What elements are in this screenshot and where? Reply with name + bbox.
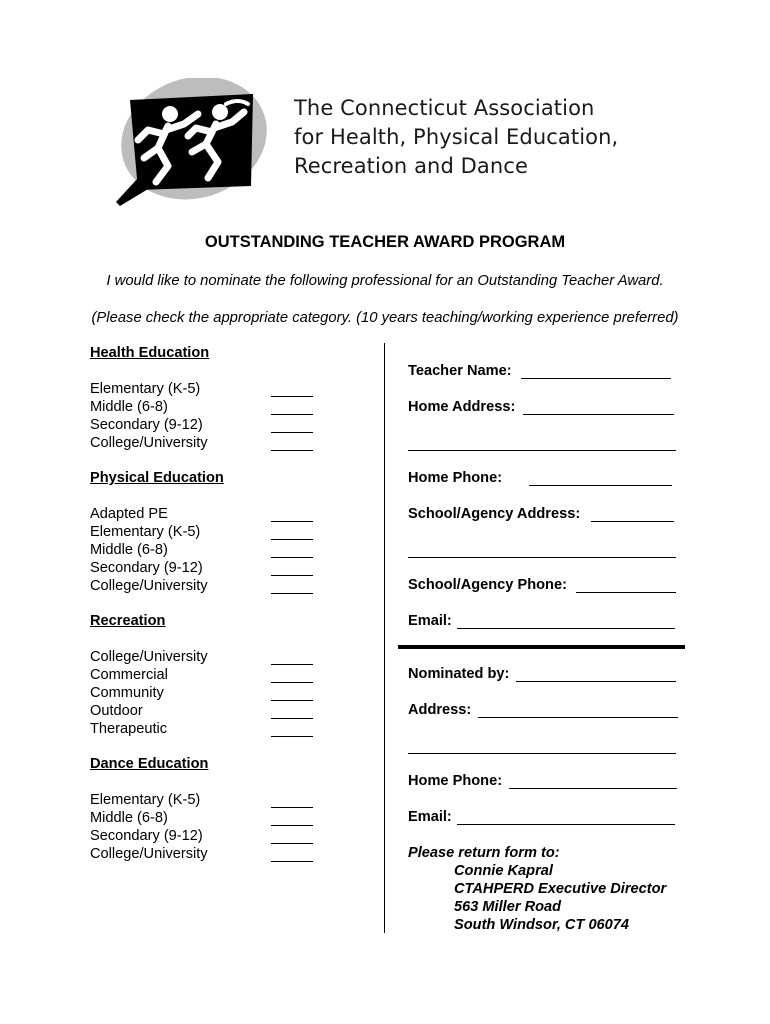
teacher-email-label: Email: <box>408 613 452 629</box>
nominator-address-field-line-2[interactable] <box>408 753 676 754</box>
check-blank[interactable] <box>271 736 313 737</box>
check-blank[interactable] <box>271 843 313 844</box>
home-address-label: Home Address: <box>408 399 516 415</box>
school-address-field[interactable] <box>591 521 674 522</box>
category-item: Adapted PE <box>90 506 168 522</box>
teacher-name-field[interactable] <box>521 378 671 379</box>
category-dance-education: Dance Education <box>90 756 209 772</box>
category-item: Secondary (9-12) <box>90 560 203 576</box>
check-blank[interactable] <box>271 521 313 522</box>
school-address-field-line-2[interactable] <box>408 557 676 558</box>
teacher-email-field[interactable] <box>457 628 675 629</box>
check-blank[interactable] <box>271 593 313 594</box>
nominated-by-label: Nominated by: <box>408 666 510 682</box>
school-address-label: School/Agency Address: <box>408 506 581 522</box>
check-blank[interactable] <box>271 700 313 701</box>
org-name-line-3: Recreation and Dance <box>294 154 528 178</box>
check-blank[interactable] <box>271 432 313 433</box>
category-item: Elementary (K-5) <box>90 524 201 540</box>
category-item: Elementary (K-5) <box>90 792 201 808</box>
category-item: Middle (6-8) <box>90 810 168 826</box>
category-item: Community <box>90 685 164 701</box>
category-item: Middle (6-8) <box>90 542 168 558</box>
return-line: South Windsor, CT 06074 <box>454 917 630 933</box>
check-blank[interactable] <box>271 414 313 415</box>
category-item: College/University <box>90 578 208 594</box>
check-blank[interactable] <box>271 575 313 576</box>
section-divider <box>398 645 685 649</box>
return-heading: Please return form to: <box>408 845 560 861</box>
home-address-field[interactable] <box>523 414 674 415</box>
category-item: College/University <box>90 846 208 862</box>
category-item: Outdoor <box>90 703 143 719</box>
category-item: Commercial <box>90 667 168 683</box>
category-item: Elementary (K-5) <box>90 381 201 397</box>
logo-black-panel <box>130 94 253 190</box>
nominator-address-label: Address: <box>408 702 472 718</box>
ctahperd-logo <box>108 78 268 208</box>
check-blank[interactable] <box>271 825 313 826</box>
category-physical-education: Physical Education <box>90 470 224 486</box>
check-blank[interactable] <box>271 718 313 719</box>
category-item: Middle (6-8) <box>90 399 168 415</box>
nominator-home-phone-field[interactable] <box>509 788 677 789</box>
return-line: CTAHPERD Executive Director <box>454 881 667 897</box>
school-phone-field[interactable] <box>576 592 676 593</box>
check-blank[interactable] <box>271 539 313 540</box>
check-blank[interactable] <box>271 450 313 451</box>
org-name-line-2: for Health, Physical Education, <box>294 125 619 149</box>
teacher-name-label: Teacher Name: <box>408 363 512 379</box>
category-item: Secondary (9-12) <box>90 828 203 844</box>
instructions-text: (Please check the appropriate category. (10 years teaching/working experience preferred) <box>91 310 679 326</box>
category-item: College/University <box>90 649 208 665</box>
check-blank[interactable] <box>271 682 313 683</box>
nominator-email-field[interactable] <box>457 824 675 825</box>
category-item: Therapeutic <box>90 721 168 737</box>
teacher-home-phone-field[interactable] <box>529 485 672 486</box>
column-divider <box>384 343 385 933</box>
return-line: 563 Miller Road <box>454 899 562 915</box>
return-line: Connie Kapral <box>454 863 553 879</box>
form-title: OUTSTANDING TEACHER AWARD PROGRAM <box>204 233 566 251</box>
teacher-home-phone-label: Home Phone: <box>408 470 503 486</box>
check-blank[interactable] <box>271 664 313 665</box>
category-item: Secondary (9-12) <box>90 417 203 433</box>
check-blank[interactable] <box>271 557 313 558</box>
check-blank[interactable] <box>271 861 313 862</box>
intro-text: I would like to nominate the following professional for an Outstanding Teacher Award. <box>106 273 664 289</box>
nominator-address-field[interactable] <box>478 717 678 718</box>
category-health-education: Health Education <box>90 345 210 361</box>
school-phone-label: School/Agency Phone: <box>408 577 567 593</box>
nominated-by-field[interactable] <box>516 681 676 682</box>
org-name-line-1: The Connecticut Association <box>294 96 595 120</box>
home-address-field-line-2[interactable] <box>408 450 676 451</box>
check-blank[interactable] <box>271 807 313 808</box>
category-recreation: Recreation <box>90 613 166 629</box>
nominator-email-label: Email: <box>408 809 452 825</box>
nominator-home-phone-label: Home Phone: <box>408 773 503 789</box>
category-item: College/University <box>90 435 208 451</box>
check-blank[interactable] <box>271 396 313 397</box>
